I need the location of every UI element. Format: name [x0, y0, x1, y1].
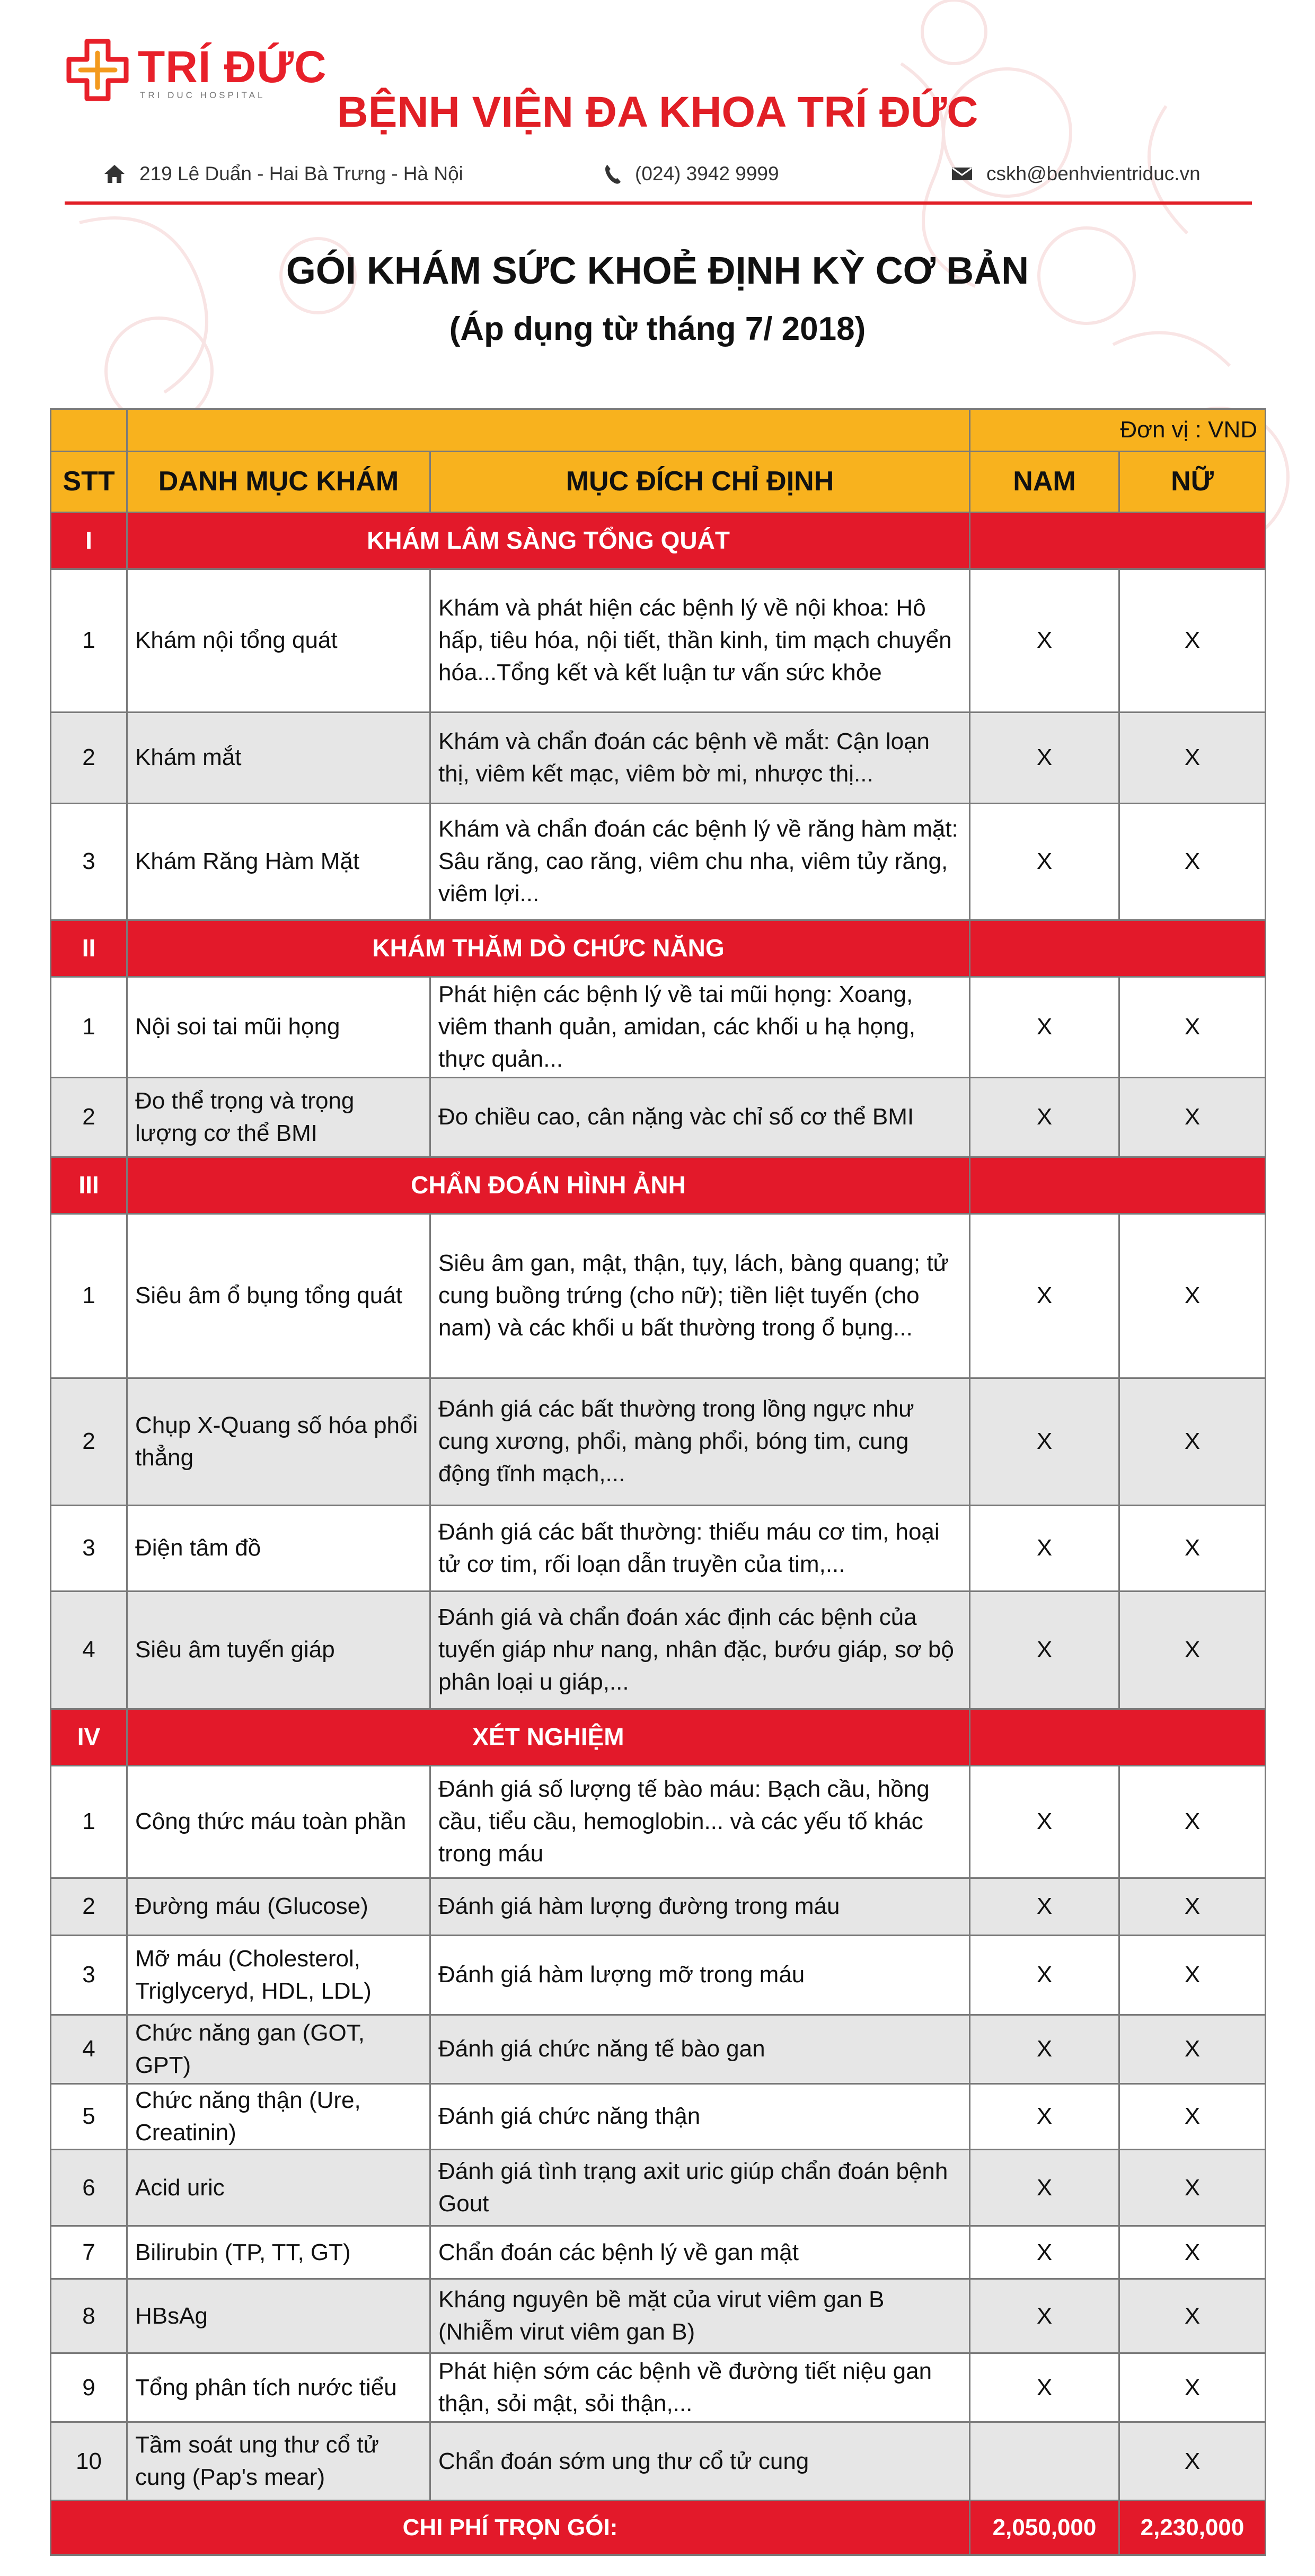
logo-subtext: TRI DUC HOSPITAL: [140, 90, 266, 100]
row-purpose: Đánh giá số lượng tế bào máu: Bạch cầu, hồng cầu, tiểu cầu, hemoglobin... và các yếu tố khác trong máu: [430, 1766, 970, 1878]
row-purpose: Siêu âm gan, mật, thận, tụy, lách, bàng quang; tử cung buồng trứng (cho nữ); tiền liệt tuyến (cho nam) và các khối u bất thường trong ổ bụng...: [430, 1214, 970, 1378]
row-exam-name: Điện tâm đồ: [127, 1506, 430, 1592]
row-stt: 6: [51, 2150, 127, 2226]
table-row: [51, 2353, 1266, 2422]
row-male-mark: X: [970, 713, 1119, 804]
row-exam-name: Chức năng thận (Ure, Creatinin): [127, 2084, 430, 2150]
phone-contact: [604, 161, 779, 187]
row-exam-name: Siêu âm tuyến giáp: [127, 1592, 430, 1709]
row-stt: 2: [51, 713, 127, 804]
row-male-mark: X: [970, 1936, 1119, 2015]
table-row: [51, 2150, 1266, 2226]
address-contact: [103, 161, 463, 187]
total-price-male: 2,050,000: [970, 2501, 1119, 2555]
table-row: [51, 1078, 1266, 1157]
row-purpose: Đánh giá chức năng thận: [430, 2084, 970, 2150]
row-stt: 3: [51, 1936, 127, 2015]
service-table-body: [51, 409, 1266, 2555]
table-row: [51, 2015, 1266, 2084]
table-header-row: [51, 452, 1266, 513]
row-stt: 4: [51, 1592, 127, 1709]
phone-icon: [604, 164, 621, 184]
row-female-mark: X: [1119, 1936, 1266, 2015]
row-purpose: Khám và phát hiện các bệnh lý về nội khoa: Hô hấp, tiêu hóa, nội tiết, thần kinh, tim mạch chuyển hóa...Tổng kết và kết luận tư vấn sức khỏe: [430, 569, 970, 713]
row-exam-name: Khám mắt: [127, 713, 430, 804]
row-male-mark: X: [970, 1592, 1119, 1709]
row-exam-name: Tầm soát ung thư cổ tử cung (Pap's mear): [127, 2422, 430, 2501]
row-stt: 7: [51, 2226, 127, 2279]
row-male-mark: X: [970, 1878, 1119, 1936]
row-purpose: Đánh giá và chẩn đoán xác định các bệnh của tuyến giáp như nang, nhân đặc, bướu giáp, sơ bộ phân loại u giáp,...: [430, 1592, 970, 1709]
row-stt: 1: [51, 1214, 127, 1378]
section-number: IV: [51, 1709, 127, 1766]
row-female-mark: X: [1119, 1078, 1266, 1157]
row-stt: 1: [51, 977, 127, 1078]
email-contact: [951, 161, 1201, 187]
row-stt: 5: [51, 2084, 127, 2150]
row-exam-name: Khám Răng Hàm Mặt: [127, 804, 430, 920]
row-male-mark: X: [970, 1378, 1119, 1506]
row-female-mark: X: [1119, 569, 1266, 713]
total-label: CHI PHÍ TRỌN GÓI:: [51, 2501, 970, 2555]
row-female-mark: X: [1119, 804, 1266, 920]
section-number: I: [51, 513, 127, 569]
address-text: 219 Lê Duẩn - Hai Bà Trưng - Hà Nội: [139, 163, 463, 184]
row-exam-name: Tổng phân tích nước tiểu: [127, 2353, 430, 2422]
row-male-mark: X: [970, 1766, 1119, 1878]
row-male-mark: X: [970, 2015, 1119, 2084]
row-stt: 4: [51, 2015, 127, 2084]
row-exam-name: Đường máu (Glucose): [127, 1878, 430, 1936]
section-title: CHẨN ĐOÁN HÌNH ẢNH: [127, 1157, 970, 1214]
row-stt: 1: [51, 569, 127, 713]
row-exam-name: Acid uric: [127, 2150, 430, 2226]
row-stt: 2: [51, 1378, 127, 1506]
row-female-mark: X: [1119, 713, 1266, 804]
row-female-mark: X: [1119, 1878, 1266, 1936]
table-row: [51, 1506, 1266, 1592]
row-exam-name: Chụp X-Quang số hóa phổi thẳng: [127, 1378, 430, 1506]
row-purpose: Chẩn đoán sớm ung thư cổ tử cung: [430, 2422, 970, 2501]
row-stt: 8: [51, 2279, 127, 2353]
row-purpose: Kháng nguyên bề mặt của virut viêm gan B (Nhiễm virut viêm gan B): [430, 2279, 970, 2353]
row-male-mark: X: [970, 2150, 1119, 2226]
row-purpose: Đo chiều cao, cân nặng vàc chỉ số cơ thể BMI: [430, 1078, 970, 1157]
row-stt: 9: [51, 2353, 127, 2422]
row-female-mark: X: [1119, 2422, 1266, 2501]
package-title: GÓI KHÁM SỨC KHOẺ ĐỊNH KỲ CƠ BẢN: [286, 250, 1029, 292]
table-row: [51, 1378, 1266, 1506]
section-title: KHÁM THĂM DÒ CHỨC NĂNG: [127, 920, 970, 977]
service-table: [50, 408, 1266, 2556]
row-purpose: Khám và chẩn đoán các bệnh lý về răng hàm mặt: Sâu răng, cao răng, viêm chu nha, viêm tủy răng, viêm lợi...: [430, 804, 970, 920]
total-price-female: 2,230,000: [1119, 2501, 1266, 2555]
row-stt: 3: [51, 804, 127, 920]
row-female-mark: X: [1119, 2353, 1266, 2422]
table-row: [51, 2422, 1266, 2501]
phone-text: (024) 3942 9999: [635, 163, 779, 184]
row-female-mark: X: [1119, 1766, 1266, 1878]
row-male-mark: X: [970, 2279, 1119, 2353]
row-purpose: Đánh giá các bất thường: thiếu máu cơ tim, hoại tử cơ tim, rối loạn dẫn truyền của tim,...: [430, 1506, 970, 1592]
section-title: XÉT NGHIỆM: [127, 1709, 970, 1766]
logo-brand-text: TRÍ ĐỨC: [138, 42, 327, 92]
section-header-row: [51, 1157, 1266, 1214]
section-blank: [970, 1157, 1266, 1214]
row-exam-name: Chức năng gan (GOT, GPT): [127, 2015, 430, 2084]
section-header-row: [51, 920, 1266, 977]
row-female-mark: X: [1119, 2226, 1266, 2279]
row-exam-name: Đo thể trọng và trọng lượng cơ thể BMI: [127, 1078, 430, 1157]
row-stt: 3: [51, 1506, 127, 1592]
row-female-mark: X: [1119, 1378, 1266, 1506]
row-exam-name: HBsAg: [127, 2279, 430, 2353]
row-exam-name: Siêu âm ổ bụng tổng quát: [127, 1214, 430, 1378]
row-male-mark: X: [970, 569, 1119, 713]
row-purpose: Đánh giá chức năng tế bào gan: [430, 2015, 970, 2084]
row-female-mark: X: [1119, 1506, 1266, 1592]
row-male-mark: X: [970, 1506, 1119, 1592]
table-row: [51, 569, 1266, 713]
row-exam-name: Khám nội tổng quát: [127, 569, 430, 713]
table-row: [51, 977, 1266, 1078]
row-female-mark: X: [1119, 977, 1266, 1078]
row-female-mark: X: [1119, 2084, 1266, 2150]
hospital-name: BỆNH VIỆN ĐA KHOA TRÍ ĐỨC: [337, 88, 978, 136]
column-header: STT: [51, 452, 127, 513]
row-male-mark: X: [970, 2226, 1119, 2279]
section-number: III: [51, 1157, 127, 1214]
row-male-mark: X: [970, 804, 1119, 920]
row-male-mark: X: [970, 2084, 1119, 2150]
row-female-mark: X: [1119, 2279, 1266, 2353]
section-header-row: [51, 1709, 1266, 1766]
table-row: [51, 2226, 1266, 2279]
row-male-mark: X: [970, 2353, 1119, 2422]
row-purpose: Chẩn đoán các bệnh lý về gan mật: [430, 2226, 970, 2279]
row-female-mark: X: [1119, 2150, 1266, 2226]
unit-row: [51, 409, 1266, 452]
column-header: NỮ: [1119, 452, 1266, 513]
column-header: NAM: [970, 452, 1119, 513]
row-purpose: Khám và chẩn đoán các bệnh về mắt: Cận loạn thị, viêm kết mạc, viêm bờ mi, nhược thị...: [430, 713, 970, 804]
row-female-mark: X: [1119, 1592, 1266, 1709]
row-male-mark: X: [970, 1078, 1119, 1157]
row-stt: 2: [51, 1078, 127, 1157]
table-row: [51, 804, 1266, 920]
table-row: [51, 1878, 1266, 1936]
table-row: [51, 2279, 1266, 2353]
header-divider: [65, 201, 1252, 205]
row-male-mark: [970, 2422, 1119, 2501]
column-header: DANH MỤC KHÁM: [127, 452, 430, 513]
section-blank: [970, 920, 1266, 977]
unit-label: Đơn vị : VND: [970, 409, 1266, 452]
email-text: cskh@benhvientriduc.vn: [986, 163, 1201, 184]
row-purpose: Đánh giá tình trạng axit uric giúp chẩn đoán bệnh Gout: [430, 2150, 970, 2226]
row-stt: 1: [51, 1766, 127, 1878]
email-icon: [951, 166, 973, 182]
table-row: [51, 1592, 1266, 1709]
row-exam-name: Bilirubin (TP, TT, GT): [127, 2226, 430, 2279]
row-purpose: Phát hiện sớm các bệnh về đường tiết niệu gan thận, sỏi mật, sỏi thận,...: [430, 2353, 970, 2422]
row-purpose: Đánh giá các bất thường trong lồng ngực như cung xương, phổi, màng phổi, bóng tim, cung động tĩnh mạch,...: [430, 1378, 970, 1506]
table-row: [51, 1936, 1266, 2015]
section-number: II: [51, 920, 127, 977]
section-header-row: [51, 513, 1266, 569]
table-row: [51, 1214, 1266, 1378]
total-row: [51, 2501, 1266, 2555]
row-purpose: Đánh giá hàm lượng mỡ trong máu: [430, 1936, 970, 2015]
row-stt: 10: [51, 2422, 127, 2501]
row-female-mark: X: [1119, 1214, 1266, 1378]
row-purpose: Phát hiện các bệnh lý về tai mũi họng: Xoang, viêm thanh quản, amidan, các khối u hạ họng, thực quản...: [430, 977, 970, 1078]
table-row: [51, 2084, 1266, 2150]
row-stt: 2: [51, 1878, 127, 1936]
row-purpose: Đánh giá hàm lượng đường trong máu: [430, 1878, 970, 1936]
row-exam-name: Công thức máu toàn phần: [127, 1766, 430, 1878]
row-male-mark: X: [970, 977, 1119, 1078]
row-exam-name: Mỡ máu (Cholesterol, Triglyceryd, HDL, LDL): [127, 1936, 430, 2015]
home-icon: [103, 164, 126, 184]
table-row: [51, 1766, 1266, 1878]
column-header: MỤC ĐÍCH CHỈ ĐỊNH: [430, 452, 970, 513]
table-row: [51, 713, 1266, 804]
section-blank: [970, 1709, 1266, 1766]
section-blank: [970, 513, 1266, 569]
row-exam-name: Nội soi tai mũi họng: [127, 977, 430, 1078]
section-title: KHÁM LÂM SÀNG TỔNG QUÁT: [127, 513, 970, 569]
row-male-mark: X: [970, 1214, 1119, 1378]
row-female-mark: X: [1119, 2015, 1266, 2084]
package-subtitle: (Áp dụng từ tháng 7/ 2018): [449, 311, 866, 347]
